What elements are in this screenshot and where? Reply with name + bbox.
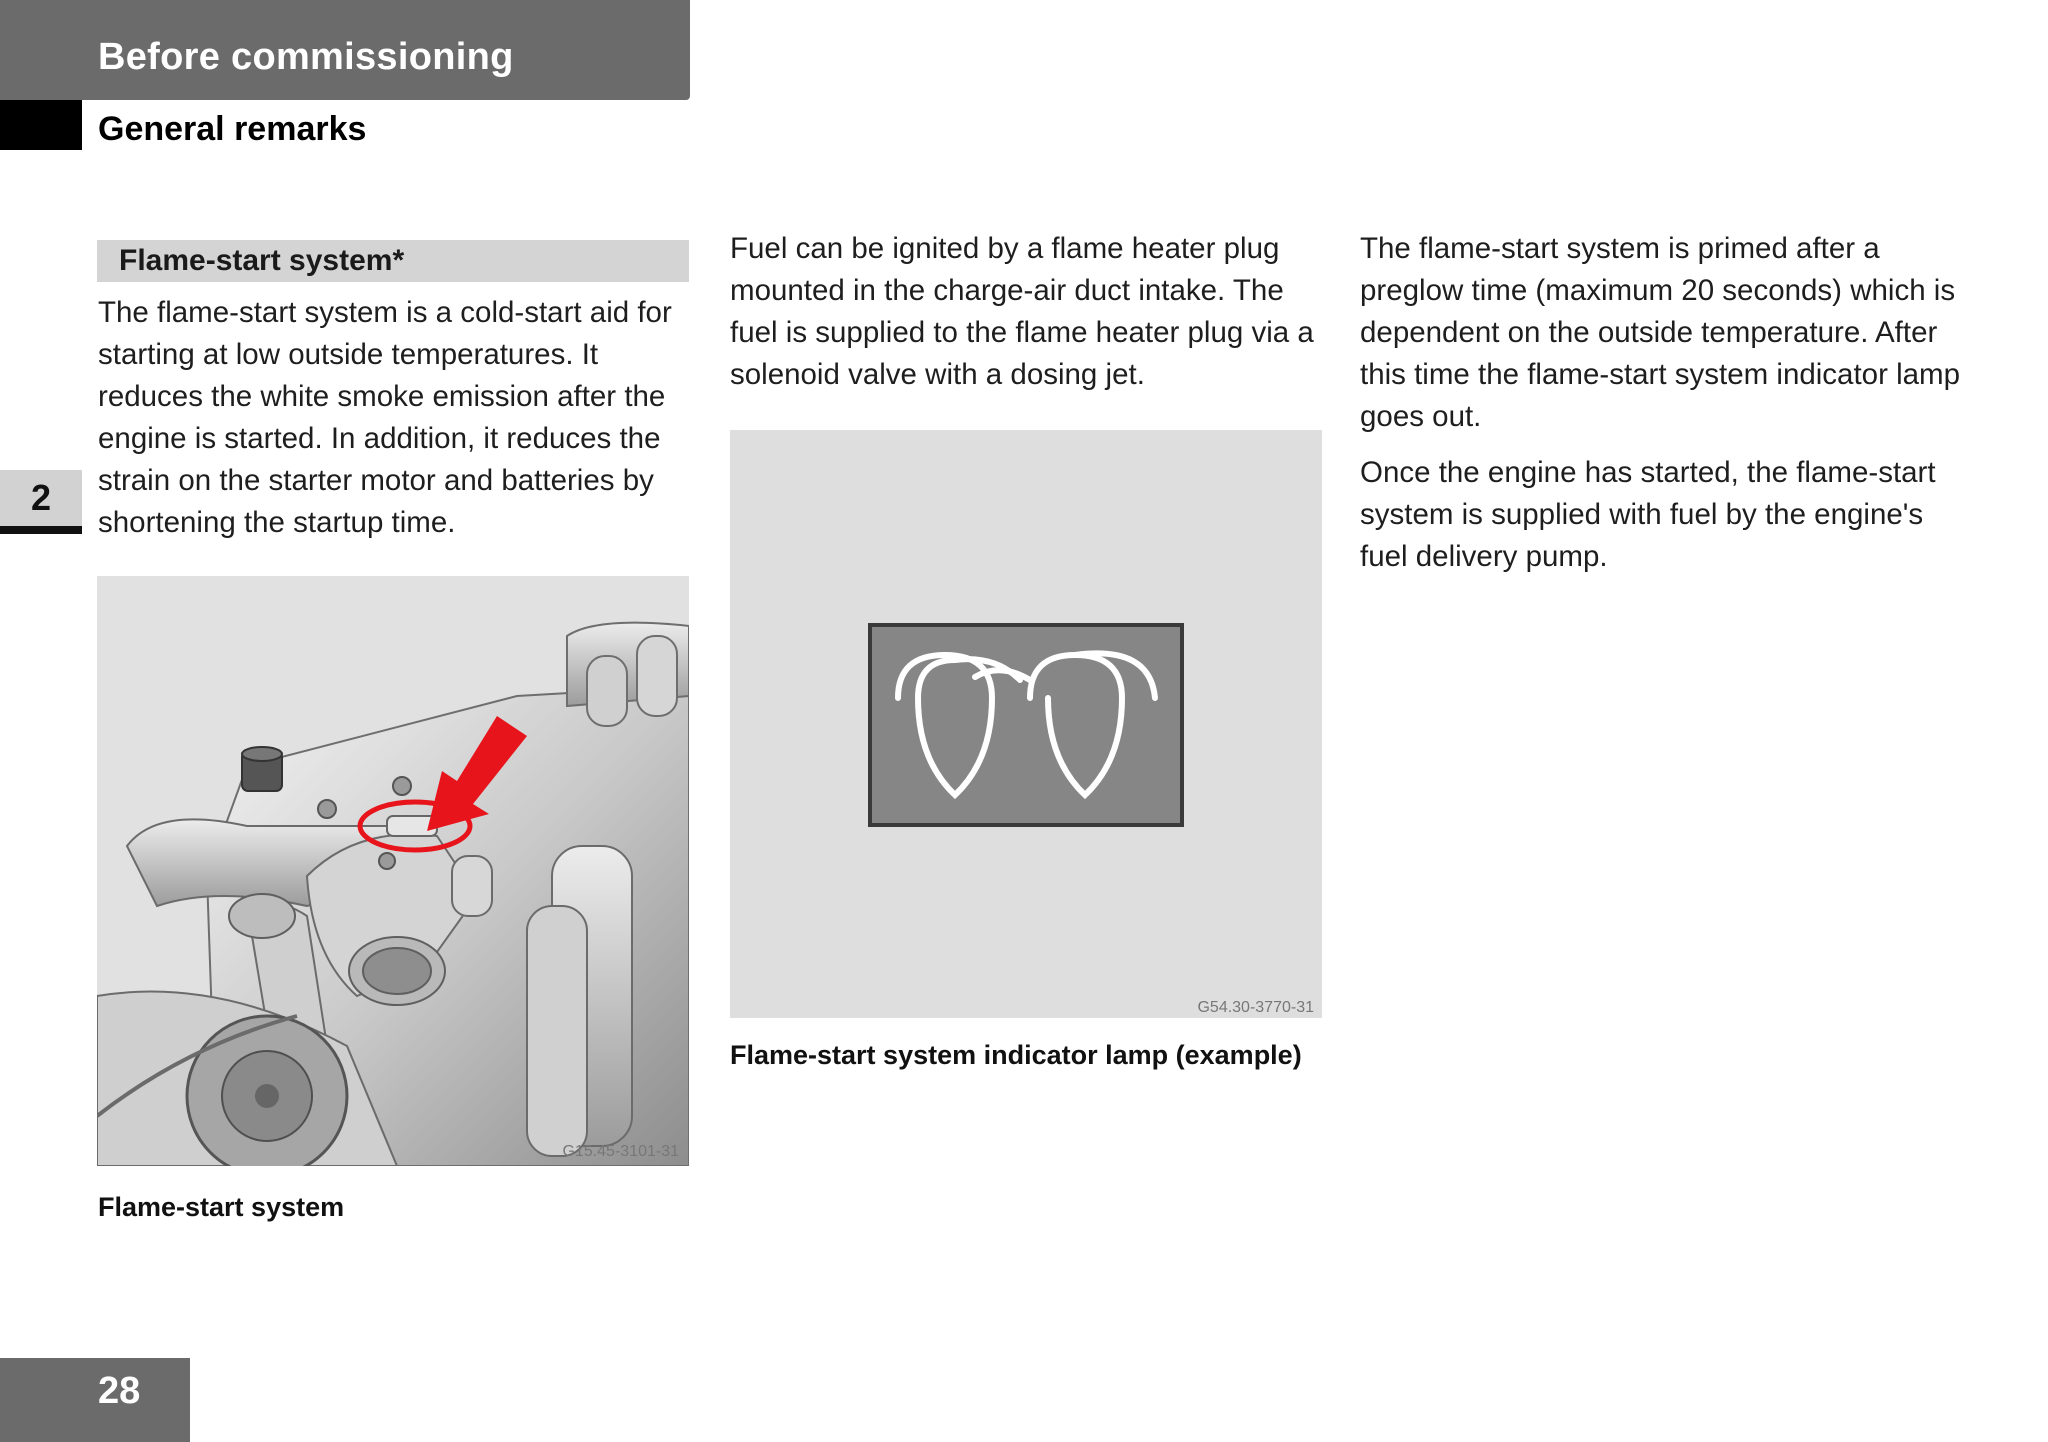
section-title: General remarks bbox=[98, 110, 367, 148]
col1-paragraph: The flame-start system is a cold-start aid for starting at low outside temperatures. It reduces the white smoke emission after the engine is started. In addition, it reduces the strain on the starter motor and batteries by shortening the startup time. bbox=[98, 296, 672, 539]
indicator-figure-caption: Flame-start system indicator lamp (example) bbox=[730, 1040, 1302, 1070]
col3-paragraph-1: The flame-start system is primed after a preglow time (maximum 20 seconds) which is dependent on the outside temperature. After this time the flame-start system indicator lamp goes out. bbox=[1360, 232, 1961, 433]
side-chapter-number: 2 bbox=[30, 477, 52, 518]
flame-start-heading: Flame-start system* bbox=[119, 244, 405, 277]
indicator-figure bbox=[730, 430, 1322, 1018]
col3-paragraph-2: Once the engine has started, the flame-start system is supplied with fuel by the engine's fuel delivery pump. bbox=[1360, 456, 1936, 573]
side-chapter-tab bbox=[0, 470, 82, 534]
section-marker bbox=[0, 100, 82, 150]
engine-figure bbox=[97, 576, 689, 1166]
chapter-tab bbox=[0, 0, 690, 100]
page-number-tab bbox=[0, 1358, 190, 1442]
chapter-title: Before commissioning bbox=[98, 36, 514, 78]
engine-figure-code: G15.45-3101-31 bbox=[562, 1143, 679, 1160]
engine-figure-caption: Flame-start system bbox=[98, 1192, 345, 1222]
indicator-figure-code: G54.30-3770-31 bbox=[1197, 999, 1314, 1016]
flame-start-heading-bar bbox=[97, 240, 689, 282]
col2-paragraph: Fuel can be ignited by a flame heater plug mounted in the charge-air duct intake. The fuel is supplied to the flame heater plug via a solenoid valve with a dosing jet. bbox=[730, 232, 1314, 391]
engine-illustration bbox=[97, 576, 689, 1166]
page-number: 28 bbox=[98, 1370, 141, 1412]
indicator-illustration bbox=[730, 430, 1322, 1018]
